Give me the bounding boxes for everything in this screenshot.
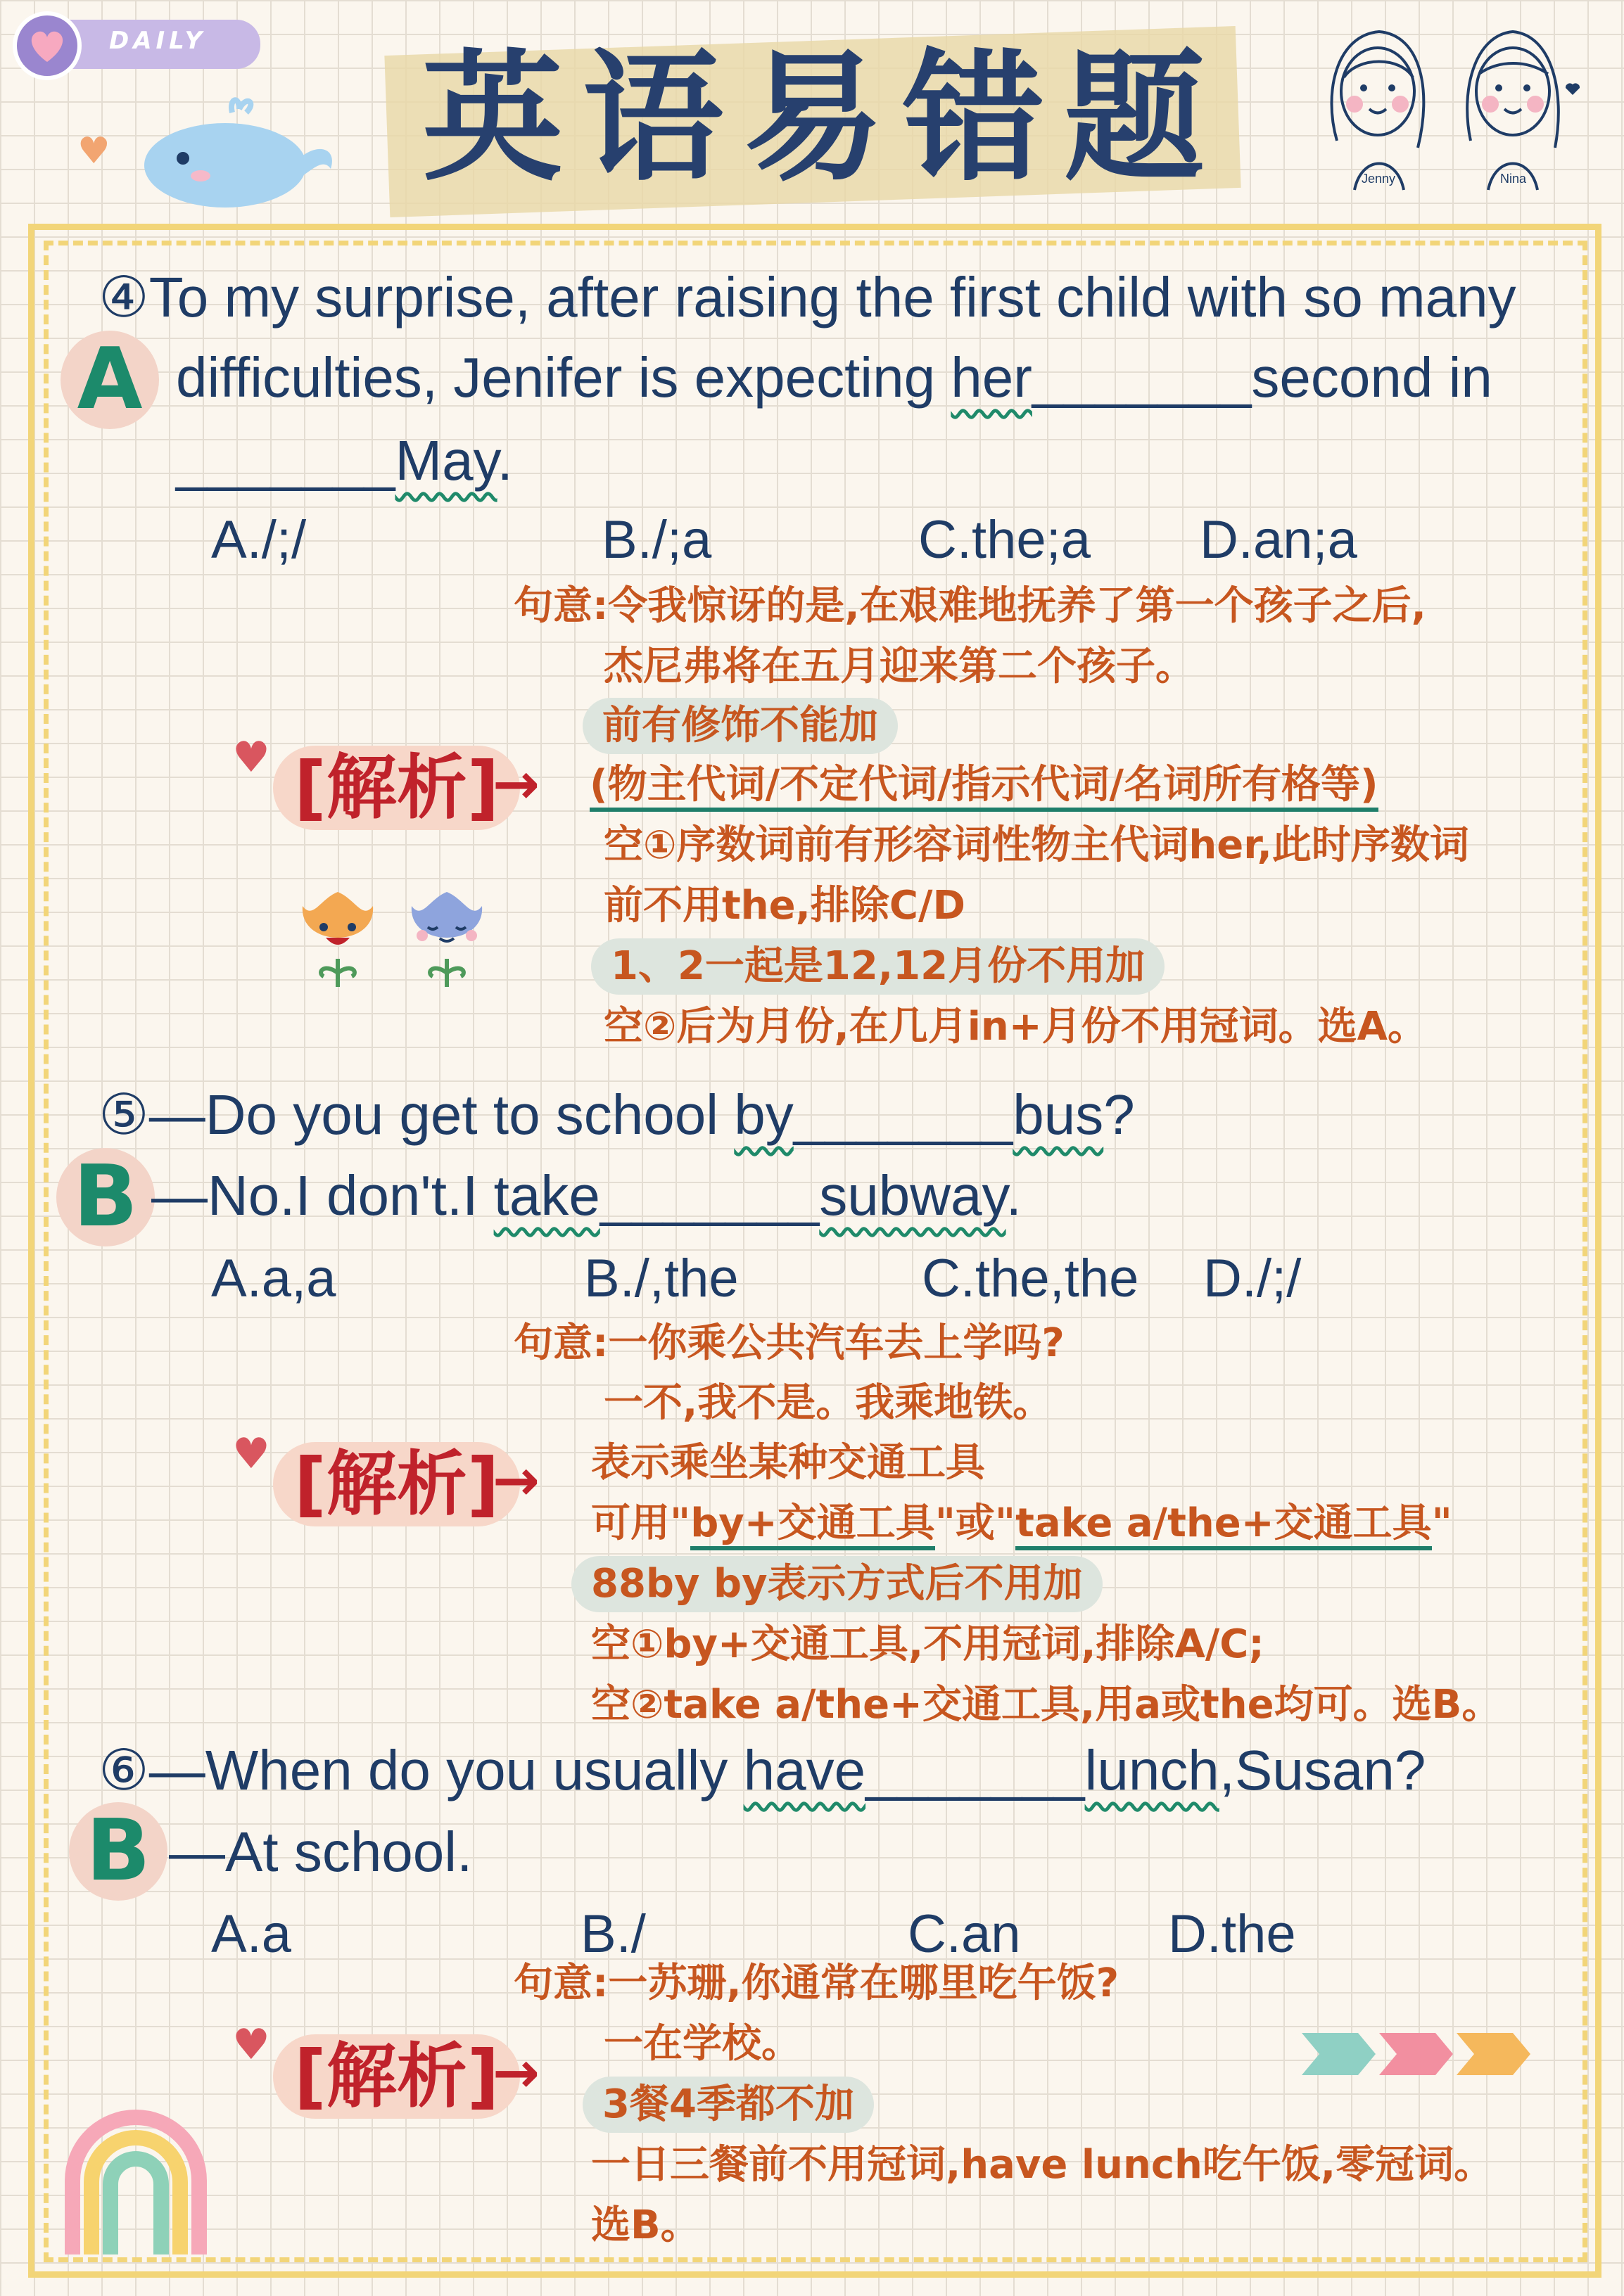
girl-name-nina: Nina xyxy=(1500,172,1527,186)
q6-option-d: D.the xyxy=(1168,1904,1296,1964)
q4-note-pill-2: 1、2一起是12,12月份不用加 xyxy=(591,938,1165,995)
q6-line1: ⑥—When do you usually have_______lunch,Susan? xyxy=(99,1739,1426,1801)
q5-option-c: C.the,the xyxy=(922,1249,1139,1308)
q4-explanation-1: 空①序数词前有形容词性物主代词her,此时序数词 xyxy=(604,822,1469,868)
q6-explanation-1: 一日三餐前不用冠词,have lunch吃午饭,零冠词。 xyxy=(591,2142,1494,2188)
q5-answer-badge: B xyxy=(56,1148,155,1246)
heart-icon xyxy=(17,15,77,76)
blue-flower-icon xyxy=(401,885,493,990)
q5-explanation-1: 表示乘坐某种交通工具 xyxy=(591,1440,985,1486)
q4-explanation-3: 空②后为月份,在几月in+月份不用冠词。选A。 xyxy=(604,1004,1428,1050)
heart-icon: ♥ xyxy=(77,130,110,172)
q4-meaning-1: 句意:令我惊讶的是,在艰难地抚养了第一个孩子之后, xyxy=(514,583,1426,629)
q5-option-d: D./;/ xyxy=(1203,1249,1302,1308)
heart-icon: ♥ xyxy=(232,2020,270,2069)
arrow-right-icon: → xyxy=(493,2040,540,2105)
q5-analysis-label: [解析] xyxy=(273,1442,520,1526)
q4-option-d: D.an;a xyxy=(1200,510,1357,570)
page-title: 英语易错题 xyxy=(422,35,1225,200)
q6-answer-badge: B xyxy=(69,1802,167,1901)
q4-line3: _______May. xyxy=(176,429,513,492)
q4-line1: ④To my surprise, after raising the first child with so many xyxy=(99,266,1516,329)
heart-badge xyxy=(13,11,82,80)
arrow-right-icon: → xyxy=(493,751,540,817)
q6-note-pill: 3餐4季都不加 xyxy=(583,2077,874,2133)
rainbow-icon xyxy=(62,2103,210,2258)
whale-icon xyxy=(134,91,345,211)
q4-answer-badge: A xyxy=(61,331,159,429)
orange-flower-icon xyxy=(292,885,383,990)
q4-line2: difficulties, Jenifer is expecting her_______second in xyxy=(176,346,1492,409)
q6-option-a: A.a xyxy=(211,1904,292,1964)
heart-icon: ♥ xyxy=(232,1429,270,1479)
q4-analysis-label: [解析] xyxy=(273,746,520,830)
arrow-right-icon: → xyxy=(493,1448,540,1513)
q6-meaning-2: 一在学校。 xyxy=(604,2021,801,2067)
q4-option-c: C.the;a xyxy=(918,510,1091,570)
q6-option-b: B./ xyxy=(581,1904,646,1964)
q6-meaning-1: 句意:一苏珊,你通常在哪里吃午饭? xyxy=(514,1960,1119,2006)
q6-explanation-2: 选B。 xyxy=(591,2202,700,2248)
q5-note-pill: 88by by表示方式后不用加 xyxy=(571,1556,1103,1612)
q5-option-a: A.a,a xyxy=(211,1249,336,1308)
q5-explanation-2: 可用"by+交通工具"或"take a/the+交通工具" xyxy=(591,1495,1452,1552)
q4-explanation-2: 前不用the,排除C/D xyxy=(604,883,965,929)
girl-name-jenny: Jenny xyxy=(1362,172,1396,186)
q5-explanation-3: 空①by+交通工具,不用冠词,排除A/C; xyxy=(591,1621,1264,1667)
q4-note-pill: 前有修饰不能加 xyxy=(583,698,898,754)
q4-note-underlined: (物主代词/不定代词/指示代词/名词所有格等) xyxy=(590,757,1378,813)
q4-option-a: A./;/ xyxy=(211,510,307,570)
q5-line2: —No.I don't.I take_______subway. xyxy=(151,1164,1022,1227)
daily-tag-text: DAILY xyxy=(109,27,207,55)
q5-explanation-4: 空②take a/the+交通工具,用a或the均可。选B。 xyxy=(591,1682,1502,1728)
q5-meaning-1: 句意:一你乘公共汽车去上学吗? xyxy=(514,1320,1065,1366)
q4-meaning-2: 杰尼弗将在五月迎来第二个孩子。 xyxy=(604,644,1195,689)
two-girls-illustration xyxy=(1295,7,1590,197)
q5-line1: ⑤—Do you get to school by_______bus? xyxy=(99,1083,1135,1146)
heart-icon: ♥ xyxy=(232,733,270,782)
chevrons-decoration xyxy=(1302,2026,1534,2082)
q6-analysis-label: [解析] xyxy=(273,2034,520,2119)
q6-option-c: C.an xyxy=(908,1904,1021,1964)
q5-option-b: B./,the xyxy=(584,1249,739,1308)
q5-meaning-2: 一不,我不是。我乘地铁。 xyxy=(604,1380,1053,1426)
q4-option-b: B./;a xyxy=(602,510,712,570)
q6-line2: —At school. xyxy=(169,1820,473,1883)
